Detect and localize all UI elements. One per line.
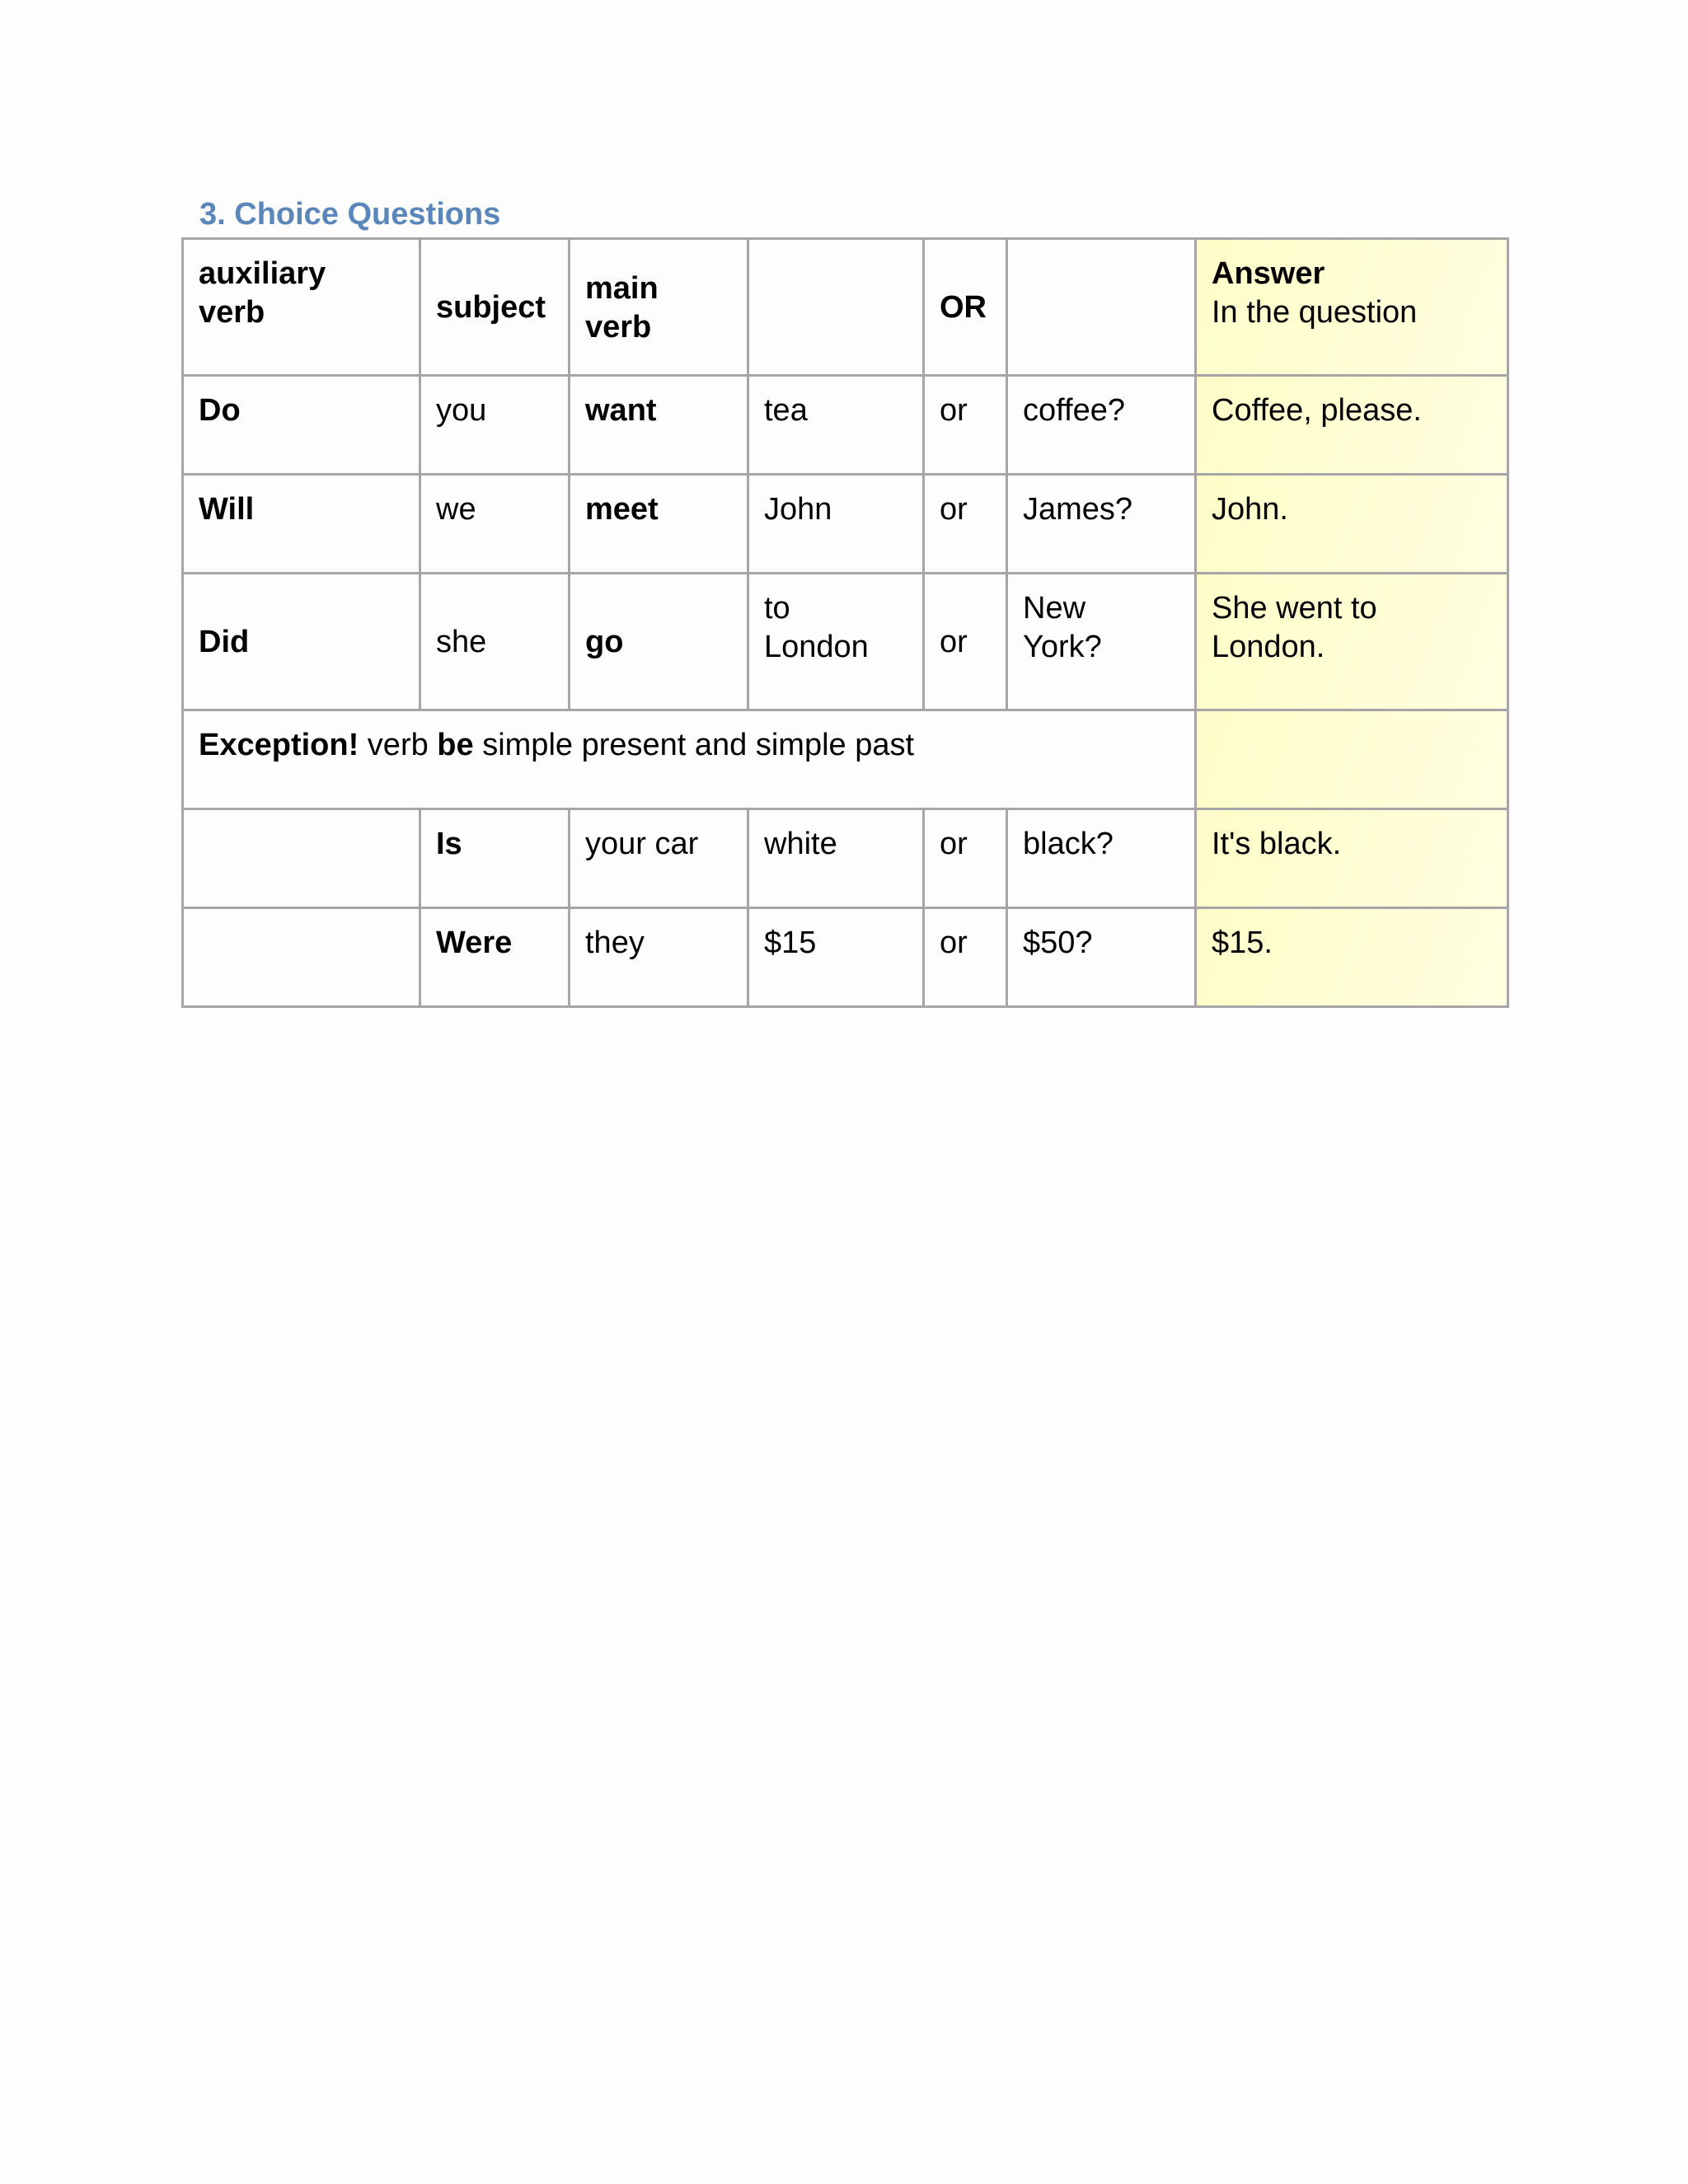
header-auxiliary-verb: auxiliary verb	[184, 240, 421, 377]
option-2-cell: $50?	[1008, 909, 1197, 1008]
answer-cell: She went to London.	[1197, 574, 1509, 711]
subject-cell: they	[570, 909, 749, 1008]
option-2-cell: New York?	[1008, 574, 1197, 711]
or-cell: or	[925, 574, 1008, 711]
option-1-cell: tea	[749, 377, 925, 476]
header-or: OR	[925, 240, 1008, 377]
subject-cell: your car	[570, 810, 749, 909]
option-1-cell: to London	[749, 574, 925, 711]
table-row	[184, 909, 1509, 1008]
header-row	[184, 240, 1509, 377]
aux-verb-cell: Did	[184, 574, 421, 711]
table-row	[184, 476, 1509, 574]
option-1-cell: white	[749, 810, 925, 909]
header-subject: subject	[421, 240, 570, 377]
answer-cell	[1197, 711, 1509, 810]
subject-cell: you	[421, 377, 570, 476]
main-verb-cell: want	[570, 377, 749, 476]
answer-cell: It's black.	[1197, 810, 1509, 909]
table-row	[184, 574, 1509, 711]
answer-cell: Coffee, please.	[1197, 377, 1509, 476]
option-2-cell: coffee?	[1008, 377, 1197, 476]
header-main-verb: main verb	[570, 240, 749, 377]
option-2-cell: black?	[1008, 810, 1197, 909]
option-2-cell: James?	[1008, 476, 1197, 574]
choice-questions-table	[181, 237, 1509, 1008]
main-verb-cell: meet	[570, 476, 749, 574]
or-cell: or	[925, 909, 1008, 1008]
table-row	[184, 377, 1509, 476]
exception-row	[184, 711, 1509, 810]
or-cell: or	[925, 377, 1008, 476]
aux-verb-cell	[184, 909, 421, 1008]
option-1-cell: $15	[749, 909, 925, 1008]
aux-verb-cell	[184, 810, 421, 909]
answer-cell: John.	[1197, 476, 1509, 574]
subject-cell: we	[421, 476, 570, 574]
aux-verb-cell: Will	[184, 476, 421, 574]
be-verb-cell: Is	[421, 810, 570, 909]
table-row	[184, 810, 1509, 909]
aux-verb-cell: Do	[184, 377, 421, 476]
header-option-1	[749, 240, 925, 377]
answer-cell: $15.	[1197, 909, 1509, 1008]
section-title: 3. Choice Questions	[199, 197, 501, 232]
main-verb-cell: go	[570, 574, 749, 711]
header-option-2	[1008, 240, 1197, 377]
or-cell: or	[925, 476, 1008, 574]
option-1-cell: John	[749, 476, 925, 574]
header-answer: Answer In the question	[1197, 240, 1509, 377]
or-cell: or	[925, 810, 1008, 909]
be-verb-cell: Were	[421, 909, 570, 1008]
exception-note: Exception! verb be simple present and simple past	[184, 711, 1197, 810]
subject-cell: she	[421, 574, 570, 711]
